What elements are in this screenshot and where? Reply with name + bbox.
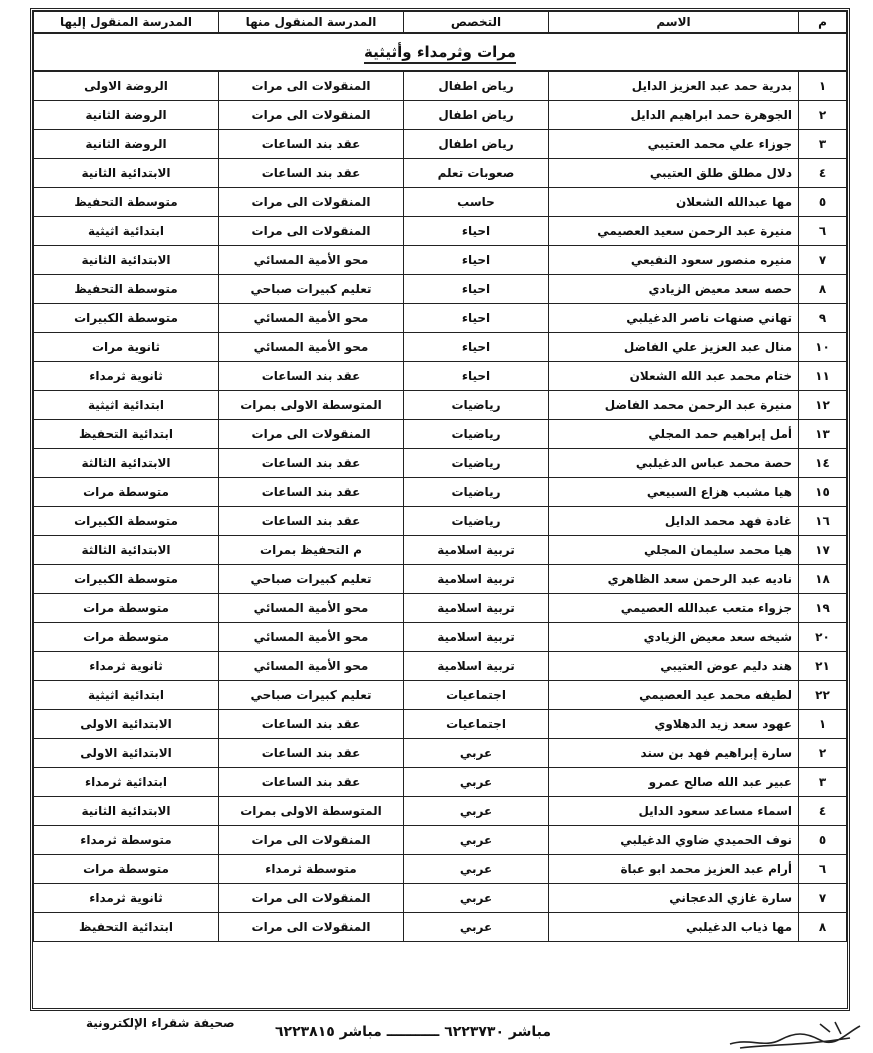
specialty: احياء	[404, 246, 549, 275]
to-school: الروضة الاولى	[34, 71, 219, 101]
to-school: متوسطة التحفيظ	[34, 275, 219, 304]
to-school: متوسطة مرات	[34, 623, 219, 652]
table-row	[34, 246, 847, 275]
from-school: م التحفيظ بمرات	[219, 536, 404, 565]
to-school: متوسطة الكبيرات	[34, 507, 219, 536]
teacher-name: أرام عبد العزيز محمد ابو عباة	[549, 855, 799, 884]
to-school: ابتدائية التحفيظ	[34, 913, 219, 942]
row-number: ١	[799, 71, 847, 101]
table-row	[34, 391, 847, 420]
to-school: ابتدائية ثرمداء	[34, 768, 219, 797]
header-name: الاسم	[549, 12, 799, 34]
specialty: رياضيات	[404, 420, 549, 449]
to-school: الابتدائية الثالثة	[34, 536, 219, 565]
specialty: رياضيات	[404, 449, 549, 478]
row-number: ٢	[799, 739, 847, 768]
row-number: ١٢	[799, 391, 847, 420]
teacher-name: نوف الحميدي ضاوي الدغيلبي	[549, 826, 799, 855]
table-row	[34, 594, 847, 623]
specialty: تربية اسلامية	[404, 536, 549, 565]
teacher-name: هيا محمد سليمان المجلي	[549, 536, 799, 565]
teacher-name: عهود سعد زيد الدهلاوي	[549, 710, 799, 739]
to-school: ثانوية ثرمداء	[34, 652, 219, 681]
teacher-name: شيخه سعد معيض الزيادي	[549, 623, 799, 652]
from-school: محو الأمية المسائي	[219, 652, 404, 681]
table-row	[34, 681, 847, 710]
to-school: الابتدائية الثانية	[34, 797, 219, 826]
teacher-name: حصه سعد معيض الزيادي	[549, 275, 799, 304]
from-school: المنقولات الى مرات	[219, 71, 404, 101]
to-school: ثانوية ثرمداء	[34, 884, 219, 913]
table-row	[34, 188, 847, 217]
from-school: المنقولات الى مرات	[219, 101, 404, 130]
specialty: عربي	[404, 826, 549, 855]
row-number: ٢٠	[799, 623, 847, 652]
from-school: المنقولات الى مرات	[219, 217, 404, 246]
signature-scribble	[710, 1014, 870, 1053]
from-school: المنقولات الى مرات	[219, 188, 404, 217]
teacher-name: حصة محمد عباس الدغيلبي	[549, 449, 799, 478]
specialty: رياض اطفال	[404, 71, 549, 101]
row-number: ٩	[799, 304, 847, 333]
table-row	[34, 304, 847, 333]
to-school: ابتدائية اثيثية	[34, 217, 219, 246]
row-number: ٣	[799, 768, 847, 797]
teacher-name: سارة إبراهيم فهد بن سند	[549, 739, 799, 768]
specialty: احياء	[404, 362, 549, 391]
from-school: عقد بند الساعات	[219, 710, 404, 739]
from-school: عقد بند الساعات	[219, 159, 404, 188]
row-number: ٨	[799, 913, 847, 942]
row-number: ٦	[799, 217, 847, 246]
header-row	[34, 12, 847, 34]
header-no: م	[799, 12, 847, 34]
row-number: ١٩	[799, 594, 847, 623]
table-row	[34, 130, 847, 159]
header-specialty: التخصص	[404, 12, 549, 34]
row-number: ١٣	[799, 420, 847, 449]
teacher-name: مها عبدالله الشعلان	[549, 188, 799, 217]
table-row	[34, 507, 847, 536]
teacher-name: منال عبد العزيز علي الفاضل	[549, 333, 799, 362]
table-row	[34, 623, 847, 652]
teacher-name: ناديه عبد الرحمن سعد الظاهري	[549, 565, 799, 594]
newspaper-credit: صحيفة شقراء الإلكترونية	[86, 1016, 235, 1030]
row-number: ١٦	[799, 507, 847, 536]
table-row	[34, 913, 847, 942]
section-row	[34, 33, 847, 71]
table-row	[34, 855, 847, 884]
teacher-name: جوزاء علي محمد العتيبي	[549, 130, 799, 159]
from-school: محو الأمية المسائي	[219, 594, 404, 623]
table-row	[34, 768, 847, 797]
to-school: متوسطة ثرمداء	[34, 826, 219, 855]
table-row	[34, 536, 847, 565]
from-school: عقد بند الساعات	[219, 507, 404, 536]
section-title: مرات وثرمداء وأثيثية	[364, 43, 516, 64]
row-number: ٢٢	[799, 681, 847, 710]
specialty: تربية اسلامية	[404, 594, 549, 623]
table-row	[34, 826, 847, 855]
specialty: تربية اسلامية	[404, 565, 549, 594]
specialty: رياضيات	[404, 391, 549, 420]
from-school: المنقولات الى مرات	[219, 826, 404, 855]
to-school: الابتدائية الثانية	[34, 159, 219, 188]
from-school: عقد بند الساعات	[219, 362, 404, 391]
table-row	[34, 652, 847, 681]
from-school: تعليم كبيرات صباحي	[219, 565, 404, 594]
table-row	[34, 101, 847, 130]
to-school: الابتدائية الثالثة	[34, 449, 219, 478]
specialty: صعوبات تعلم	[404, 159, 549, 188]
from-school: عقد بند الساعات	[219, 449, 404, 478]
table-row	[34, 739, 847, 768]
specialty: احياء	[404, 333, 549, 362]
document-sheet	[30, 8, 850, 1011]
to-school: الروضة الثانية	[34, 130, 219, 159]
teacher-name: منيرة عبد الرحمن محمد الفاضل	[549, 391, 799, 420]
teacher-name: عبير عبد الله صالح عمرو	[549, 768, 799, 797]
from-school: المتوسطة الاولى بمرات	[219, 391, 404, 420]
to-school: الروضة الثانية	[34, 101, 219, 130]
row-number: ١٤	[799, 449, 847, 478]
to-school: ثانوية ثرمداء	[34, 362, 219, 391]
specialty: عربي	[404, 739, 549, 768]
row-number: ٧	[799, 884, 847, 913]
row-number: ٢	[799, 101, 847, 130]
row-number: ١٧	[799, 536, 847, 565]
row-number: ١	[799, 710, 847, 739]
from-school: عقد بند الساعات	[219, 478, 404, 507]
table-row	[34, 362, 847, 391]
header-to-school: المدرسة المنقول إليها	[34, 12, 219, 34]
row-number: ٨	[799, 275, 847, 304]
table-row	[34, 710, 847, 739]
teacher-name: اسماء مساعد سعود الدايل	[549, 797, 799, 826]
to-school: الابتدائية الثانية	[34, 246, 219, 275]
row-number: ١٨	[799, 565, 847, 594]
table-row	[34, 333, 847, 362]
teacher-name: ختام محمد عبد الله الشعلان	[549, 362, 799, 391]
table-row	[34, 884, 847, 913]
row-number: ٣	[799, 130, 847, 159]
specialty: عربي	[404, 797, 549, 826]
from-school: المنقولات الى مرات	[219, 884, 404, 913]
specialty: اجتماعيات	[404, 710, 549, 739]
header-from-school: المدرسة المنقول منها	[219, 12, 404, 34]
to-school: متوسطة مرات	[34, 594, 219, 623]
to-school: الابتدائية الاولى	[34, 739, 219, 768]
teacher-name: منيره منصور سعود النفيعي	[549, 246, 799, 275]
specialty: رياضيات	[404, 507, 549, 536]
teacher-name: هند دليم عوض العتيبي	[549, 652, 799, 681]
from-school: محو الأمية المسائي	[219, 304, 404, 333]
table-row	[34, 478, 847, 507]
to-school: متوسطة الكبيرات	[34, 304, 219, 333]
row-number: ١٠	[799, 333, 847, 362]
row-number: ٦	[799, 855, 847, 884]
phone-numbers: مباشر ٦٢٢٣٧٣٠ ـــــــــــ مباشر ٦٢٢٣٨١٥	[275, 1024, 552, 1040]
from-school: المتوسطة الاولى بمرات	[219, 797, 404, 826]
row-number: ٤	[799, 159, 847, 188]
row-number: ٢١	[799, 652, 847, 681]
specialty: رياضيات	[404, 478, 549, 507]
teacher-name: جزواء متعب عبدالله العصيمي	[549, 594, 799, 623]
to-school: متوسطة الكبيرات	[34, 565, 219, 594]
teacher-name: دلال مطلق طلق العتيبي	[549, 159, 799, 188]
row-number: ٧	[799, 246, 847, 275]
to-school: الابتدائية الاولى	[34, 710, 219, 739]
specialty: احياء	[404, 217, 549, 246]
table-row	[34, 217, 847, 246]
row-number: ١١	[799, 362, 847, 391]
to-school: متوسطة التحفيظ	[34, 188, 219, 217]
teacher-name: أمل إبراهيم حمد المجلي	[549, 420, 799, 449]
specialty: اجتماعيات	[404, 681, 549, 710]
specialty: احياء	[404, 304, 549, 333]
from-school: متوسطة ثرمداء	[219, 855, 404, 884]
teacher-name: تهاني صنهات ناصر الدغيلبي	[549, 304, 799, 333]
row-number: ٥	[799, 188, 847, 217]
teacher-name: سارة غازي الدعجاني	[549, 884, 799, 913]
row-number: ٥	[799, 826, 847, 855]
specialty: احياء	[404, 275, 549, 304]
table-row	[34, 565, 847, 594]
specialty: عربي	[404, 768, 549, 797]
transfers-table	[33, 11, 847, 942]
specialty: عربي	[404, 884, 549, 913]
specialty: حاسب	[404, 188, 549, 217]
to-school: ابتدائية التحفيظ	[34, 420, 219, 449]
teacher-name: غادة فهد محمد الدايل	[549, 507, 799, 536]
row-number: ١٥	[799, 478, 847, 507]
from-school: محو الأمية المسائي	[219, 333, 404, 362]
specialty: عربي	[404, 913, 549, 942]
from-school: عقد بند الساعات	[219, 739, 404, 768]
from-school: عقد بند الساعات	[219, 130, 404, 159]
table-row	[34, 71, 847, 101]
teacher-name: لطيفه محمد عيد العصيمي	[549, 681, 799, 710]
specialty: تربية اسلامية	[404, 652, 549, 681]
row-number: ٤	[799, 797, 847, 826]
table-row	[34, 420, 847, 449]
from-school: محو الأمية المسائي	[219, 623, 404, 652]
to-school: متوسطة مرات	[34, 478, 219, 507]
table-row	[34, 797, 847, 826]
from-school: تعليم كبيرات صباحي	[219, 681, 404, 710]
to-school: ابتدائية اثيثية	[34, 681, 219, 710]
footer	[0, 1014, 873, 1053]
specialty: رياض اطفال	[404, 101, 549, 130]
from-school: عقد بند الساعات	[219, 768, 404, 797]
from-school: المنقولات الى مرات	[219, 913, 404, 942]
to-school: ابتدائية اثيثية	[34, 391, 219, 420]
from-school: تعليم كبيرات صباحي	[219, 275, 404, 304]
teacher-name: مها ذياب الدغيلبي	[549, 913, 799, 942]
teacher-name: منيرة عبد الرحمن سعيد العصيمي	[549, 217, 799, 246]
specialty: رياض اطفال	[404, 130, 549, 159]
teacher-name: الجوهرة حمد ابراهيم الدايل	[549, 101, 799, 130]
table-row	[34, 449, 847, 478]
section-title-cell	[34, 33, 847, 71]
specialty: تربية اسلامية	[404, 623, 549, 652]
table-row	[34, 275, 847, 304]
table-row	[34, 159, 847, 188]
from-school: محو الأمية المسائي	[219, 246, 404, 275]
teacher-name: هيا مشبب هزاع السبيعي	[549, 478, 799, 507]
to-school: ثانوية مرات	[34, 333, 219, 362]
teacher-name: بدرية حمد عبد العزيز الدايل	[549, 71, 799, 101]
specialty: عربي	[404, 855, 549, 884]
to-school: متوسطة مرات	[34, 855, 219, 884]
from-school: المنقولات الى مرات	[219, 420, 404, 449]
